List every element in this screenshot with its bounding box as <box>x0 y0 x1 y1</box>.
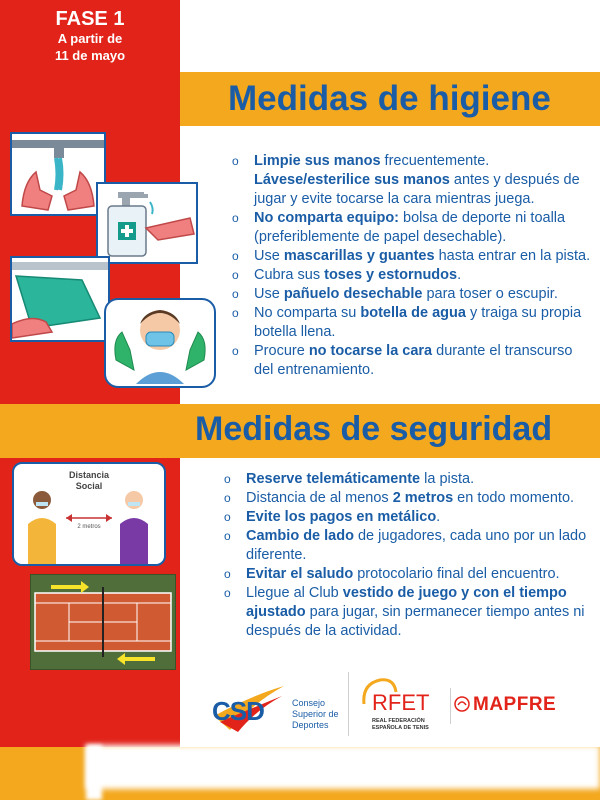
hygiene-illustrations <box>8 130 220 390</box>
list-item <box>232 152 592 171</box>
emphasis-text: Lávese/esterilice sus manos <box>254 172 450 188</box>
bullet-icon: o <box>232 154 239 168</box>
list-item <box>232 171 592 209</box>
list-text: de jugadores, cada uno por un lado diferente. <box>246 528 587 563</box>
bullet-icon: o <box>224 510 231 524</box>
mask-gloves-icon <box>106 300 214 386</box>
list-item <box>232 266 592 285</box>
list-text: frecuentemente. <box>380 153 490 169</box>
list-text: Use <box>254 286 284 302</box>
wash-hands-icon <box>12 134 104 214</box>
emphasis-text: No comparta equipo: <box>254 210 400 226</box>
distance-meters-label: 2 metros <box>77 524 101 530</box>
list-text: en todo momento. <box>453 490 575 506</box>
phase-title: FASE 1 <box>55 8 125 30</box>
bullet-icon: o <box>224 567 231 581</box>
list-text: hasta entrar en la pista. <box>434 248 591 264</box>
phase-line1: A partir de <box>57 31 123 46</box>
emphasis-text: pañuelo desechable <box>283 286 423 302</box>
list-item <box>232 304 592 342</box>
csd-mark: CSD <box>212 696 264 726</box>
bottom-blurred-area <box>86 745 600 789</box>
mapfre-logo <box>454 694 594 718</box>
list-text: . <box>436 509 441 525</box>
list-text: Cubra sus <box>254 267 325 283</box>
bullet-icon: o <box>232 306 239 320</box>
list-text: Use <box>254 248 284 264</box>
list-text: bolsa de deporte ni toalla (preferiblemente de papel desechable). <box>254 210 566 245</box>
tennis-court-panel <box>30 574 176 670</box>
emphasis-text: botella de agua <box>360 305 466 321</box>
rfet-mark: RFET <box>372 690 430 715</box>
list-text: Procure <box>254 343 309 359</box>
bullet-icon: o <box>232 249 239 263</box>
emphasis-text: toses y estornudos <box>324 267 458 283</box>
list-text: No comparta su <box>254 305 361 321</box>
emphasis-text: no tocarse la cara <box>308 343 433 359</box>
distance-panel <box>12 462 166 566</box>
list-text: para toser o escupir. <box>422 286 558 302</box>
csd-line2: Superior de <box>292 709 339 719</box>
list-item <box>224 470 594 489</box>
bullet-icon: o <box>232 287 239 301</box>
list-item <box>232 209 592 247</box>
tissue-icon <box>12 258 108 340</box>
list-text: . <box>457 267 462 283</box>
tissue-panel <box>10 256 110 342</box>
emphasis-text: Cambio de lado <box>246 528 354 544</box>
hygiene-list <box>232 152 592 380</box>
csd-line3: Deportes <box>292 720 329 730</box>
bullet-icon: o <box>224 529 231 543</box>
csd-line1: Consejo <box>292 698 326 708</box>
rfet-line1: REAL FEDERACIÓN <box>372 718 425 724</box>
bullet-icon: o <box>232 268 239 282</box>
list-item <box>232 342 592 380</box>
phase-line2: 11 de mayo <box>54 48 126 63</box>
bullet-icon: o <box>224 491 231 505</box>
list-item <box>232 247 592 266</box>
phase-box <box>0 0 180 72</box>
list-item <box>224 489 594 508</box>
mapfre-mark: MAPFRE <box>473 694 557 715</box>
rfet-line2: ESPAÑOLA DE TENIS <box>372 725 429 731</box>
list-item <box>224 527 594 565</box>
logos-row <box>200 666 600 746</box>
list-item <box>224 508 594 527</box>
bullet-icon: o <box>224 472 231 486</box>
list-text: Llegue al Club <box>246 585 343 601</box>
tennis-court-icon <box>31 575 175 669</box>
mapfre-emblem-icon <box>454 696 470 712</box>
sanitizer-icon <box>98 184 196 262</box>
security-list <box>224 470 594 641</box>
csd-logo <box>210 676 350 736</box>
bottom-blurred-edge <box>86 745 102 800</box>
list-item <box>224 584 594 641</box>
emphasis-text: mascarillas y guantes <box>283 248 435 264</box>
bullet-icon: o <box>224 586 231 600</box>
sanitizer-panel <box>96 182 198 264</box>
emphasis-text: Reserve telemáticamente <box>246 471 421 487</box>
mask-gloves-panel <box>104 298 216 388</box>
list-text: la pista. <box>420 471 475 487</box>
list-text: antes y después de jugar y evite tocarse la cara mientras juega. <box>254 172 580 207</box>
emphasis-text: Limpie sus manos <box>254 153 381 169</box>
security-title: Medidas de seguridad <box>195 410 553 448</box>
emphasis-text: Evitar el saludo <box>246 566 354 582</box>
bullet-icon: o <box>232 211 239 225</box>
list-text: durante el transcurso del entrenamiento. <box>254 343 573 378</box>
emphasis-text: 2 metros <box>392 490 454 506</box>
list-text: protocolario final del encuentro. <box>353 566 560 582</box>
logo-divider-2 <box>450 688 451 724</box>
list-item <box>232 285 592 304</box>
logo-divider <box>348 672 349 736</box>
wash-hands-panel <box>10 132 106 216</box>
list-text: Distancia de al menos <box>246 490 393 506</box>
emphasis-text: vestido de juego y con el tiempo ajustado <box>246 585 567 620</box>
emphasis-text: Evite los pagos en metálico <box>246 509 437 525</box>
rfet-logo <box>358 674 450 738</box>
hygiene-title: Medidas de higiene <box>228 79 551 118</box>
distance-title-1: Distancia <box>68 470 110 480</box>
list-text: y traiga su propia botella llena. <box>254 305 582 340</box>
list-text: para jugar, sin permanecer tiempo antes ni después de la actividad. <box>246 604 585 639</box>
bullet-icon: o <box>232 344 239 358</box>
list-item <box>224 565 594 584</box>
distance-title-2: Social <box>75 481 103 491</box>
